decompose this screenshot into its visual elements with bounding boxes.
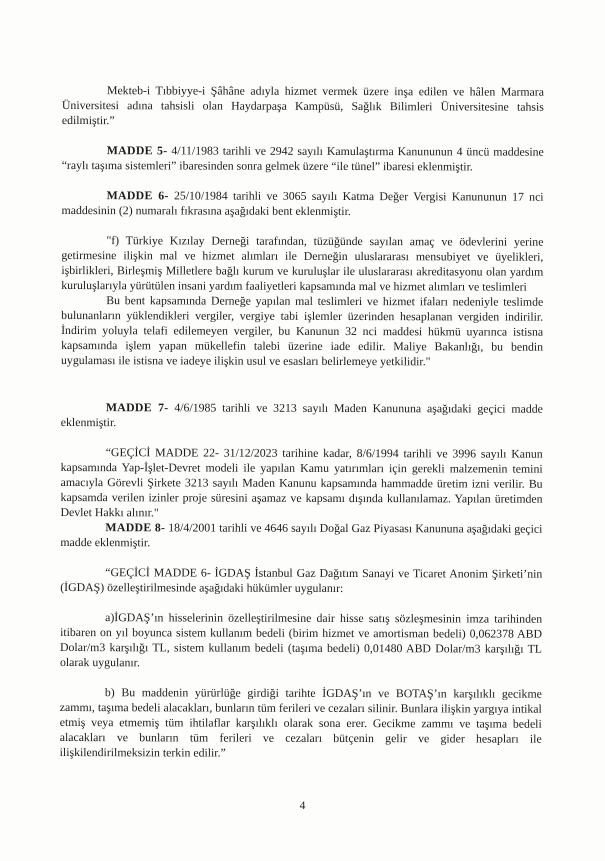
paragraph-text: 18/4/2001 tarihli ve 4646 sayılı Doğal Gaz Piyasası Kanununa aşağıdaki geçici madde eklenmiştir. [60,520,543,550]
paragraph-madde-7 [61,400,543,432]
paragraph-text: 4/11/1983 tarihli ve 2942 sayılı Kamulaştırma Kanununun 4 üncü maddesine “raylı taşıma sistemleri” ibaresinden sonra gelmek üzere “ile tünel” ibaresi eklenmiştir. [61,143,544,174]
paragraph-madde-6 [62,188,544,220]
paragraph-text: Mekteb-i Tıbbiyye-i Şâhâne adıyla hizmet vermek üzere inşa edilen ve hâlen Marmara Üniversitesi adına tahsisli olan Haydarpaşa Kampüsü, Sağlık Bilimleri Üniversitesine tahsis edilmiştir.” [61,83,544,128]
paragraph-gecici-madde-22 [60,445,542,522]
paragraph-madde-5 [62,143,544,175]
paragraph-madde-6-bent-f-devam [61,293,543,370]
paragraph-text: “GEÇİCİ MADDE 6- İGDAŞ İstanbul Gaz Dağıtım Sanayi ve Ticaret Anonim Şirketi’nin (İGDAŞ) özelleştirilmesinde aşağıdaki hükümler uygulanır: [60,565,543,595]
paragraph-text: b) Bu maddenin yürürlüğe girdiği tarihte İGDAŞ’ın ve BOTAŞ’ın karşılıklı gecikme zammı, taşıma bedeli alacakları, bunların tüm ferileri ve cezaları silinir. Bunlara ilişkin yargıya intikal etmiş veya etmemiş tüm ihtilaflar karşılıklı olarak sona erer. Gecikme zammı ve taşıma bedeli alacakları ve bunların tüm ferileri ve cezaları bütçenin gelir ve gider hesapları ile ilişkilendirilmeksizin terkin edilir.” [59,685,542,760]
paragraph-madde-6-bent-f [61,233,543,295]
paragraph-text: 4/6/1985 tarihli ve 3213 sayılı Maden Kanununa aşağıdaki geçici madde eklenmiştir. [60,400,543,430]
article-label: MADDE 6- [106,188,169,203]
article-label: MADDE 8- [105,520,166,535]
article-label: MADDE 7- [105,400,169,415]
article-label: MADDE 5- [106,143,168,158]
paragraph-text: "f) Türkiye Kızılay Derneği tarafından, tüzüğünde sayılan amaç ve ödevlerini yerine getirmesine ilişkin mal ve hizmet alımları ile Derneğin uluslararası mensubiyet ve üyelikleri, işbirlikleri, Birleşmiş Milletlere bağlı kurum ve kuruluşlar ile uluslararası akreditasyonu olan yardım kuruluşlarıyla yürütülen insani yardım faaliyetleri kapsamında mal ve hizmet alımları ve teslimleri [61,233,544,294]
paragraph-text: 25/10/1984 tarihli ve 3065 sayılı Katma Değer Vergisi Kanununun 17 nci maddesinin (2) numaralı fıkrasına aşağıdaki bent eklenmiştir. [61,188,544,219]
page-number: 4 [299,800,306,812]
paragraph-text: Bu bent kapsamında Derneğe yapılan mal teslimleri ve hizmet ifaları nedeniyle teslimde bulunanların yüklendikleri vergiler, vergiye tabi işlemler üzerinden hesaplanan vergiden indirilir. İndirim yoluyla telafi edilemeyen vergiler, bu Kanunun 32 nci maddesi hükmü uyarınca istisna kapsamında işlem yapan mükellefin talebi üzerine iade edilir. Maliye Bakanlığı, bu bendin uygulaması ile istisna ve iadeye ilişkin usul ve esasları belirlemeye yetkilidir." [61,293,544,369]
paragraph-text: “GEÇİCİ MADDE 22- 31/12/2023 tarihine kadar, 8/6/1994 tarihli ve 3996 sayılı Kanun kapsamında Yap-İşlet-Devret modeli ile yapılan Kamu yatırımları için gerekli malzemenin temini amacıyla Görevli Şirkete 3213 sayılı Maden Kanunu kapsamında hammadde üretim izni verilir. Bu kapsamda verilen izinler proje süresini aşamaz ve kapsamı dışında kullanılamaz. Yapılan üretimden Devlet Hakkı alınır." [60,445,543,520]
document-body [60,83,544,762]
paragraph-text: a)İGDAŞ’ın hisselerinin özelleştirilmesine dair hisse satış sözleşmesinin imza tarihinden itibaren on yıl boyunca sistem kullanım bedeli (birim hizmet ve amortisman bedeli) 0,062378 ABD Dolar/m3 karşılığı TL, sistem kullanım bedeli (taşıma bedeli) 0,01480 ABD Dolar/m3 karşılığı TL olarak uygulanır. [59,610,543,670]
paragraph-bent-b [60,685,542,762]
paragraph-bent-a [60,610,542,672]
paragraph-continuation [62,83,544,130]
paragraph-madde-8 [60,520,542,552]
paragraph-gecici-madde-6 [60,565,542,597]
